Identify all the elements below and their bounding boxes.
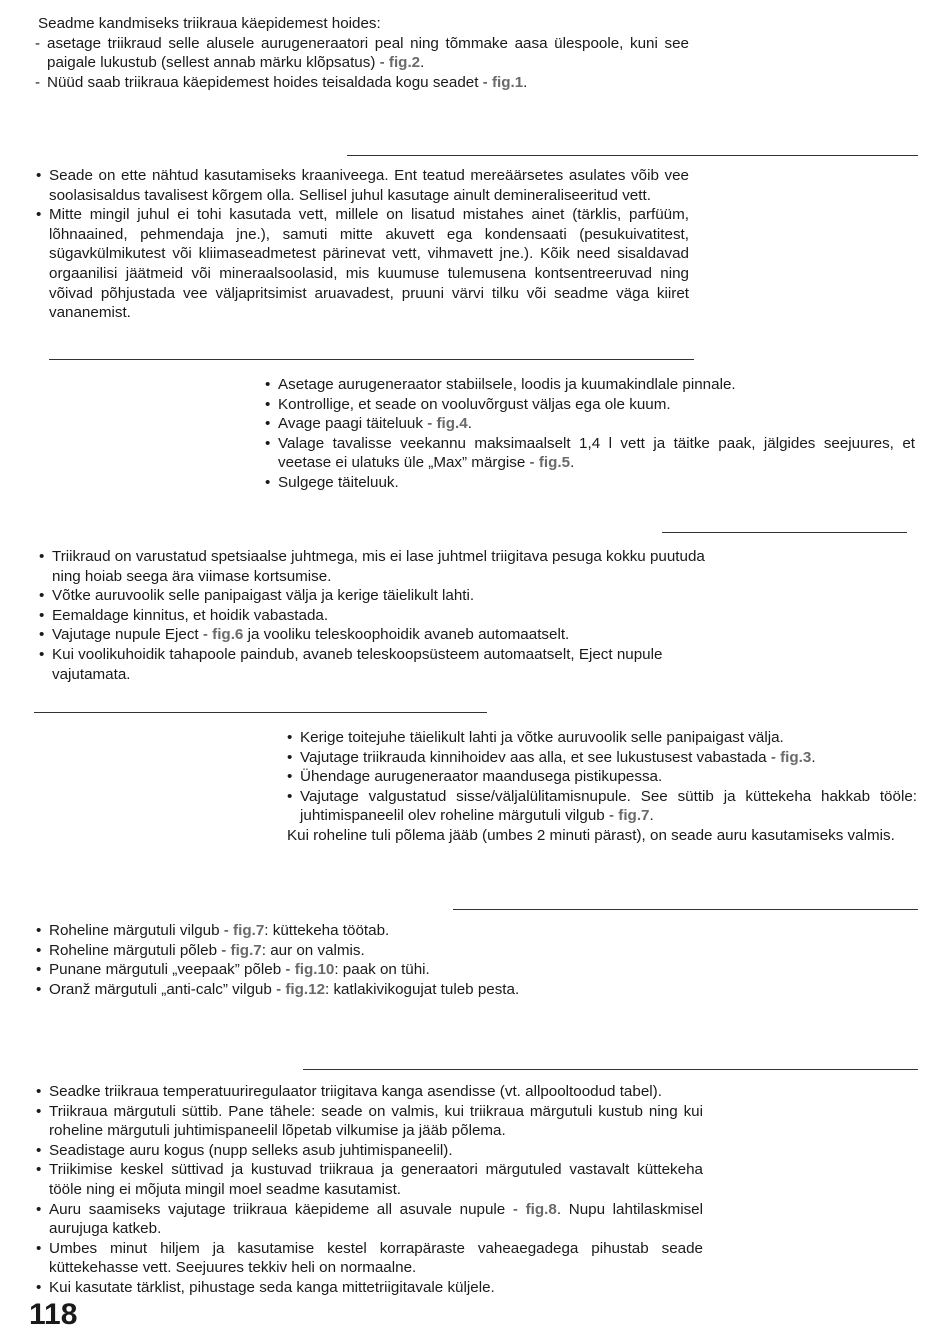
item-text: Kui kasutate tärklist, pihustage seda kanga mittetriigitavale küljele. bbox=[49, 1278, 495, 1296]
list-item bbox=[39, 586, 729, 606]
list-item bbox=[265, 395, 915, 415]
page-number: 118 bbox=[29, 1298, 78, 1331]
section-indicators bbox=[36, 921, 696, 999]
item-text: Vajutage valgustatud sisse/väljalülitamisnupule. See süttib ja küttekeha hakkab tööle: juhtimispaneelil olev roheline märgutuli vilgub bbox=[300, 787, 917, 825]
list-item bbox=[39, 645, 729, 684]
list-item: • Punane märgutuli „veepaak” põleb - fig.10: paak on tühi. bbox=[36, 960, 696, 980]
item-tail: : katlakivikogujat tuleb pesta. bbox=[325, 980, 520, 998]
figure-reference: fig.3 bbox=[780, 748, 812, 766]
item-text: Umbes minut hiljem ja kasutamise kestel korrapäraste vaheaegadega pihustab seade küttekehasse vett. Seejuures tekkiv heli on normaalne. bbox=[49, 1239, 703, 1277]
item-text: Seade on ette nähtud kasutamiseks kraaniveega. Ent teatud mereäärsetes asulates võib vee soolasisaldus tavalisest kõrgem olla. Sellisel juhul kasutage ainult demineraliseeritud vett. bbox=[49, 167, 689, 204]
item-text: Auru saamiseks vajutage triikraua käepideme all asuvale nupule bbox=[49, 1200, 506, 1218]
figure-reference: fig.12 bbox=[285, 980, 326, 998]
item-text: Seadistage auru kogus (nupp selleks asub juhtimispaneelil). bbox=[49, 1141, 453, 1159]
section-divider-1 bbox=[347, 155, 918, 156]
list-item: • Vajutage triikrauda kinnihoidev aas alla, et see lukustusest vabastada - fig.3. bbox=[287, 748, 917, 768]
list-item: • Auru saamiseks vajutage triikraua käepideme all asuvale nupule - fig.8. Nupu lahtilaskmisel aurujuga katkeb. bbox=[36, 1200, 703, 1239]
figure-reference: fig.7 bbox=[233, 922, 265, 939]
section-hose bbox=[39, 547, 729, 684]
item-tail: . bbox=[523, 73, 528, 91]
carrying-list bbox=[35, 34, 689, 93]
list-item bbox=[36, 1082, 703, 1102]
section-divider-3 bbox=[662, 532, 907, 533]
list-item bbox=[287, 728, 917, 748]
section-startup bbox=[287, 728, 917, 846]
item-tail: : aur on valmis. bbox=[261, 941, 365, 959]
item-tail: : paak on tühi. bbox=[334, 961, 430, 979]
list-item: • Valage tavalisse veekannu maksimaalselt 1,4 l vett ja täitke paak, jälgides seejuures, et veetase ei ulatuks üle „Max” märgise - fig.5. bbox=[265, 434, 915, 473]
section-carrying bbox=[35, 14, 689, 92]
figure-reference: fig.4 bbox=[436, 415, 468, 433]
item-text: Valage tavalisse veekannu maksimaalselt 1,4 l vett ja täitke paak, jälgides seejuures, et veetase ei ulatuks üle „Max” märgise bbox=[278, 434, 915, 472]
section-divider-4 bbox=[34, 712, 487, 713]
startup-note: Kui roheline tuli põlema jääb (umbes 2 minuti pärast), on seade auru kasutamiseks valmis. bbox=[287, 826, 895, 844]
item-text: Roheline märgutuli põleb bbox=[49, 941, 218, 959]
item-tail: . bbox=[420, 54, 425, 72]
item-tail: ja vooliku teleskoophoidik avaneb automaatselt. bbox=[243, 626, 570, 644]
item-text: Avage paagi täiteluuk bbox=[278, 415, 423, 433]
item-text: Seadke triikraua temperatuuriregulaator triigitava kanga asendisse (vt. allpooltoodud tabel). bbox=[49, 1083, 662, 1100]
item-tail: . Nupu lahtilaskmisel aurujuga katkeb. bbox=[49, 1200, 703, 1238]
list-item bbox=[36, 205, 689, 323]
item-text: Eemaldage kinnitus, et hoidik vabastada. bbox=[52, 606, 329, 624]
item-text: Triikimise keskel süttivad ja kustuvad triikraua ja generaatori märgutuled vastavalt küttekeha tööle ning ei mõjuta mingil moel seadme kasutamist. bbox=[49, 1161, 703, 1198]
list-item: • Roheline märgutuli vilgub - fig.7: küttekeha töötab. bbox=[36, 921, 696, 941]
item-text: Punane märgutuli „veepaak” põleb bbox=[49, 961, 282, 979]
list-item bbox=[36, 1160, 703, 1199]
figure-reference: fig.10 bbox=[294, 961, 335, 979]
list-item bbox=[36, 1141, 703, 1161]
item-text: Triikraud on varustatud spetsiaalse juhtmega, mis ei lase juhtmel triigitava pesuga kokku puutuda ning hoiab seega ära viimase kortsumise. bbox=[52, 548, 705, 585]
item-tail: . bbox=[467, 415, 472, 433]
list-item: • Vajutage nupule Eject - fig.6 ja vooliku teleskoophoidik avaneb automaatselt. bbox=[39, 625, 729, 645]
item-text: Ühendage aurugeneraator maandusega pistikupessa. bbox=[300, 768, 663, 786]
ironing-list bbox=[36, 1082, 703, 1298]
figure-reference: fig.5 bbox=[538, 454, 571, 472]
item-text: Võtke auruvoolik selle panipaigast välja ja kerige täielikult lahti. bbox=[52, 587, 475, 605]
item-tail: : küttekeha töötab. bbox=[264, 922, 390, 939]
item-text: Sulgege täiteluuk. bbox=[278, 473, 399, 491]
section-ironing bbox=[36, 1082, 703, 1298]
list-item: - Nüüd saab triikraua käepidemest hoides teisaldada kogu seadet - fig.1. bbox=[35, 73, 689, 93]
figure-reference: fig.8 bbox=[525, 1200, 557, 1218]
list-item bbox=[39, 606, 729, 626]
section-divider-5 bbox=[453, 909, 918, 910]
item-text: Kerige toitejuhe täielikult lahti ja võtke auruvoolik selle panipaigast välja. bbox=[300, 729, 784, 746]
item-tail: . bbox=[649, 807, 654, 825]
item-text: Vajutage nupule Eject bbox=[52, 626, 199, 644]
section-water-type bbox=[36, 166, 689, 323]
list-item bbox=[265, 473, 915, 493]
hose-list bbox=[39, 547, 729, 684]
item-text: Kontrollige, et seade on vooluvõrgust väljas ega ole kuum. bbox=[278, 395, 671, 413]
item-text: Roheline märgutuli vilgub bbox=[49, 922, 220, 939]
list-item bbox=[36, 1278, 703, 1298]
list-item bbox=[287, 767, 917, 787]
section-divider-2 bbox=[49, 359, 694, 360]
figure-reference: fig.1 bbox=[491, 73, 524, 91]
figure-reference: fig.7 bbox=[230, 941, 262, 959]
indicators-list bbox=[36, 921, 696, 999]
section-divider-6 bbox=[303, 1069, 918, 1070]
list-item: • Vajutage valgustatud sisse/väljalülitamisnupule. See süttib ja küttekeha hakkab tööle: juhtimispaneelil olev roheline märgutuli vilgub - fig.7. bbox=[287, 787, 917, 826]
item-text: Vajutage triikrauda kinnihoidev aas alla, et see lukustusest vabastada bbox=[300, 748, 767, 766]
list-item bbox=[36, 1239, 703, 1278]
figure-reference: fig.2 bbox=[388, 54, 421, 72]
list-item bbox=[36, 1102, 703, 1141]
list-item bbox=[39, 547, 729, 586]
list-item: • Roheline märgutuli põleb - fig.7: aur on valmis. bbox=[36, 941, 696, 961]
list-item bbox=[36, 166, 689, 205]
list-item: • Avage paagi täiteluuk - fig.4. bbox=[265, 414, 915, 434]
item-text: Triikraua märgutuli süttib. Pane tähele: seade on valmis, kui triikraua märgutuli kustub ning kui roheline märgutuli juhtimispaneelil lõpetab vilkumise ja jääb põlema. bbox=[49, 1102, 703, 1140]
item-text: Oranž märgutuli „anti-calc” vilgub bbox=[49, 980, 272, 998]
startup-list bbox=[287, 728, 917, 826]
list-item: - asetage triikraud selle alusele aurugeneraatori peal ning tõmmake aasa ülespoole, kuni see paigale lukustub (sellest annab märku klõpsatus) - fig.2. bbox=[35, 34, 689, 73]
item-tail: . bbox=[570, 454, 575, 472]
item-tail: . bbox=[811, 748, 816, 766]
list-item: • Oranž märgutuli „anti-calc” vilgub - fig.12: katlakivikogujat tuleb pesta. bbox=[36, 980, 696, 1000]
water-type-list bbox=[36, 166, 689, 323]
item-text: Nüüd saab triikraua käepidemest hoides teisaldada kogu seadet bbox=[47, 73, 479, 91]
item-text: Asetage aurugeneraator stabiilsele, loodis ja kuumakindlale pinnale. bbox=[278, 376, 736, 393]
item-text: Mitte mingil juhul ei tohi kasutada vett, millele on lisatud mistahes ainet (tärklis, parfüüm, lõhnaained, pehmendaja jne.), samuti mitte akuvett ega kondensaati (pesukuivatitest, sügavkülmikutest või kliimaseadmetest pärinevat vett, vihmavett jne.). Kõik need sisaldavad orgaanilisi jäätmeid või mineraalsoolasid, mis kuumuse tulemusena kontsentreeruvad ning võivad põhjustada vee väljapritsimist aruavadest, pruuni värvi tilku või seadme väga kiiret vananemist. bbox=[49, 206, 689, 322]
list-item bbox=[265, 375, 915, 395]
figure-reference: fig.6 bbox=[212, 626, 244, 644]
item-text: Kui voolikuhoidik tahapoole paindub, avaneb teleskoopsüsteem automaatselt, Eject nupule vajutamata. bbox=[52, 645, 663, 683]
section-filling bbox=[265, 375, 915, 493]
carrying-intro: Seadme kandmiseks triikraua käepidemest hoides: bbox=[38, 15, 381, 32]
filling-list bbox=[265, 375, 915, 493]
figure-reference: fig.7 bbox=[618, 807, 650, 825]
item-text: asetage triikraud selle alusele aurugeneraatori peal ning tõmmake aasa ülespoole, kuni see paigale lukustub (sellest annab märku klõpsatus) bbox=[47, 34, 689, 72]
